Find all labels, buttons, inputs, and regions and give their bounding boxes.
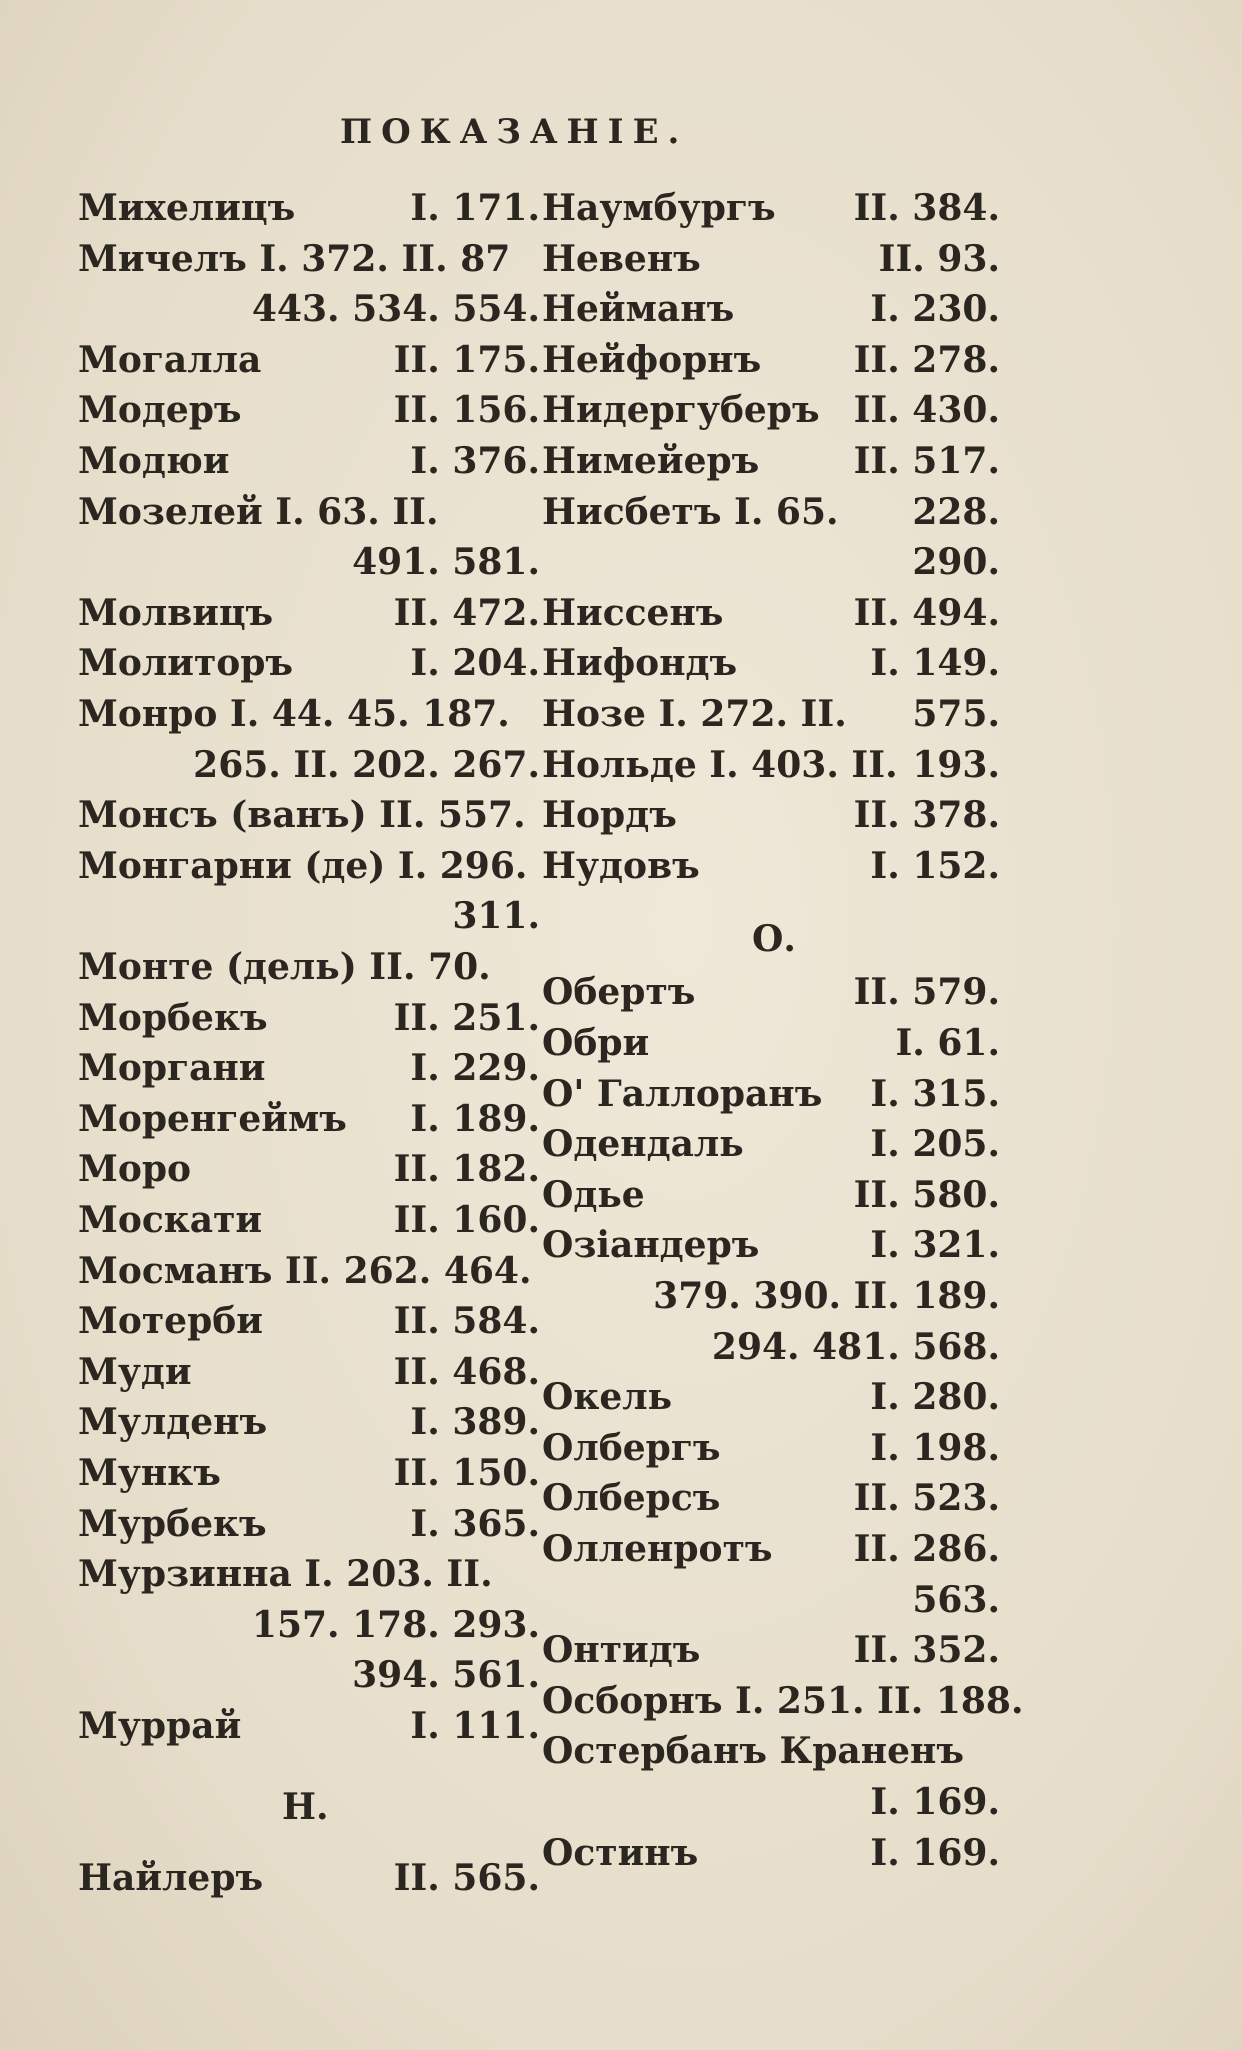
left-entry-name: Михелицъ xyxy=(78,187,296,229)
right-entry xyxy=(0,491,1242,541)
right-entry-name: Остинъ xyxy=(542,1831,699,1874)
right-entry-name: Одье xyxy=(542,1173,645,1216)
left-entry-name: Мотерби xyxy=(78,1300,263,1343)
left-entry-name: Муррай xyxy=(78,1705,242,1747)
left-entry-ref: 265. II. 202. 267. xyxy=(193,743,540,786)
left-entry-ref: II. 584. xyxy=(393,1300,540,1343)
right-entry-name: Ниссенъ xyxy=(542,591,724,634)
right-entry xyxy=(0,238,1242,288)
right-entry xyxy=(0,1680,1242,1730)
right-entry xyxy=(0,1832,1242,1882)
left-entry-name: Мулденъ xyxy=(78,1401,268,1444)
right-entry-name: Нисбетъ I. 65. xyxy=(542,490,839,533)
right-entry-ref: II. 278. xyxy=(853,338,1000,381)
right-entry xyxy=(0,1376,1242,1426)
right-entry-name: Олленротъ xyxy=(542,1527,773,1570)
left-entry-ref: I. 365. xyxy=(410,1502,540,1545)
right-entry-ref: II. 286. xyxy=(853,1527,1000,1570)
left-entry-ref: II. 565. xyxy=(393,1856,540,1899)
left-entry-name: Мичелъ I. 372. II. 87 xyxy=(78,237,511,280)
left-entry-name: Мосманъ II. 262. 464. xyxy=(78,1249,532,1292)
left-entry-name: Моренгеймъ xyxy=(78,1097,347,1140)
left-entry-ref: I. 171. xyxy=(410,187,540,229)
right-entry-ref: 379. 390. II. 189. xyxy=(653,1274,1000,1317)
right-entry-ref: I. 321. xyxy=(870,1224,1000,1267)
right-entry-ref: 193. xyxy=(912,743,1000,786)
right-entry-name: Нифондъ xyxy=(542,642,738,685)
right-entry xyxy=(0,971,1242,1021)
left-entry-ref: II. 175. xyxy=(393,338,540,381)
left-entry-name: Мурзинна I. 203. II. xyxy=(78,1553,493,1596)
page-header: ПОКАЗАНІЕ. xyxy=(340,112,689,152)
right-entry-ref: I. 169. xyxy=(870,1831,1000,1874)
right-entry-name: Обертъ xyxy=(542,971,696,1014)
right-entry xyxy=(0,1528,1242,1578)
right-entry-name: Нидергуберъ xyxy=(542,389,820,432)
left-entry-name: Монро I. 44. 45. 187. xyxy=(78,693,510,735)
right-entry xyxy=(0,1730,1242,1780)
left-entry-ref: II. 182. xyxy=(393,1148,540,1191)
left-entry-name: Мурбекъ xyxy=(78,1502,267,1545)
right-entry xyxy=(0,1275,1242,1325)
left-entry-name: Мункъ xyxy=(78,1452,221,1494)
left-entry-name: Молвицъ xyxy=(78,591,274,634)
left-entry-ref: II. 160. xyxy=(393,1199,540,1241)
right-entry-ref: 290. xyxy=(912,541,1000,584)
left-entry-ref: II. 472. xyxy=(393,591,540,634)
right-entry-ref: II. 494. xyxy=(853,591,1000,634)
right-entry-ref: I. 152. xyxy=(870,844,1000,887)
right-entry-ref: II. 93. xyxy=(878,237,1000,280)
left-entry-ref: I. 189. xyxy=(410,1097,540,1140)
right-entry-name: Окель xyxy=(542,1376,673,1419)
right-entry xyxy=(0,288,1242,338)
left-entry-name: Муди xyxy=(78,1350,192,1393)
left-entry-ref: I. 389. xyxy=(410,1401,540,1444)
left-entry-name: Морбекъ xyxy=(78,996,268,1039)
left-entry-ref: II. 156. xyxy=(393,389,540,432)
right-entry-ref: I. 198. xyxy=(870,1426,1000,1469)
left-entry-name: Монте (дель) II. 70. xyxy=(78,946,491,988)
right-entry xyxy=(0,1579,1242,1629)
right-entry xyxy=(0,1326,1242,1376)
left-entry-ref: 157. 178. 293. xyxy=(251,1603,540,1646)
right-entry-ref: 563. xyxy=(912,1578,1000,1621)
right-entry-name: Обри xyxy=(542,1021,650,1064)
right-entry xyxy=(0,1477,1242,1527)
left-entry-name: Моргани xyxy=(78,1047,266,1090)
right-entry-name: Наумбургъ xyxy=(542,187,776,229)
right-entry-ref: 228. xyxy=(912,490,1000,533)
right-entry-name: Невенъ xyxy=(542,237,701,280)
right-entry-ref: II. 430. xyxy=(853,389,1000,432)
right-entry xyxy=(0,339,1242,389)
right-entry xyxy=(0,642,1242,692)
right-entry xyxy=(0,693,1242,743)
left-entry-ref: 443. 534. 554. xyxy=(251,288,540,331)
left-entry-ref: I. 204. xyxy=(410,642,540,685)
right-entry xyxy=(0,541,1242,591)
right-entry-name: Олберсъ xyxy=(542,1477,721,1520)
left-entry-ref: 491. 581. xyxy=(352,541,540,584)
left-entry-name: Монгарни (де) I. 296. xyxy=(78,844,528,887)
right-entry-ref: II. 352. xyxy=(853,1629,1000,1672)
right-entry-ref: II. 523. xyxy=(853,1477,1000,1520)
left-entry-ref: II. 150. xyxy=(393,1452,540,1494)
left-entry-ref: I. 111. xyxy=(410,1705,540,1747)
right-entry-name: Остербанъ Краненъ xyxy=(542,1730,964,1773)
right-entry-name: Олбергъ xyxy=(542,1426,721,1469)
right-entry xyxy=(0,389,1242,439)
right-entry xyxy=(0,744,1242,794)
right-entry-ref: I. 205. xyxy=(870,1123,1000,1166)
right-entry xyxy=(0,592,1242,642)
right-entry-ref: 294. 481. 568. xyxy=(711,1325,1000,1368)
left-entry-name: Найлеръ xyxy=(78,1856,264,1899)
right-entry-ref: II. 378. xyxy=(853,794,1000,837)
right-entry-name: Озіандеръ xyxy=(542,1224,760,1267)
right-entry-ref: I. 149. xyxy=(870,642,1000,685)
right-entry-ref: I. 169. xyxy=(870,1780,1000,1823)
left-entry-ref: 394. 561. xyxy=(352,1654,540,1697)
right-entry-name: Осборнъ I. 251. II. 188. xyxy=(542,1679,1024,1722)
right-entry-ref: II. 579. xyxy=(853,971,1000,1014)
right-entry-name: Нимейеръ xyxy=(542,440,760,482)
right-entry-name: Нудовъ xyxy=(542,844,700,887)
right-entry xyxy=(0,794,1242,844)
right-entry xyxy=(0,845,1242,895)
left-entry-name: Москати xyxy=(78,1199,263,1241)
right-entry-name: Нозе I. 272. II. xyxy=(542,693,847,735)
right-entry xyxy=(0,1781,1242,1831)
right-entry xyxy=(0,1629,1242,1679)
right-entry-ref: I. 230. xyxy=(870,288,1000,331)
right-entry-ref: II. 384. xyxy=(853,187,1000,229)
right-entry-ref: I. 315. xyxy=(870,1072,1000,1115)
right-entry xyxy=(0,1022,1242,1072)
right-entry-ref: II. 517. xyxy=(853,440,1000,482)
section-letter-n: Н. xyxy=(282,1786,329,1828)
right-entry-name: Одендаль xyxy=(542,1123,744,1166)
right-entry xyxy=(0,440,1242,490)
right-entry xyxy=(0,1174,1242,1224)
right-entry-name: Онтидъ xyxy=(542,1629,701,1672)
right-entry xyxy=(0,1427,1242,1477)
left-entry-name: Молиторъ xyxy=(78,642,294,685)
right-entry xyxy=(0,187,1242,237)
left-entry-ref: II. 468. xyxy=(393,1350,540,1393)
left-entry-name: Моро xyxy=(78,1148,192,1191)
right-entry xyxy=(0,1224,1242,1274)
left-entry-name: Модюи xyxy=(78,440,230,482)
right-entry-ref: I. 280. xyxy=(870,1376,1000,1419)
right-entry-name: Нейфорнъ xyxy=(542,338,762,381)
right-entry-ref: I. 61. xyxy=(895,1021,1000,1064)
right-entry-ref: II. 580. xyxy=(853,1173,1000,1216)
left-entry-ref: I. 229. xyxy=(410,1047,540,1090)
left-entry-name: Мозелей I. 63. II. xyxy=(78,490,439,533)
right-entry-name: Нольде I. 403. II. xyxy=(542,743,898,786)
left-entry-ref: II. 251. xyxy=(393,996,540,1039)
right-entry xyxy=(0,1123,1242,1173)
left-entry-name: Монсъ (ванъ) II. 557. xyxy=(78,794,526,837)
left-entry-ref: 311. xyxy=(452,895,540,938)
right-entry-name: Нейманъ xyxy=(542,288,735,331)
section-letter-o: О. xyxy=(752,918,796,960)
left-entry-name: Модеръ xyxy=(78,389,242,432)
right-entry xyxy=(0,1073,1242,1123)
right-entry-name: О' Галлоранъ xyxy=(542,1072,823,1115)
right-entry-ref: 575. xyxy=(912,693,1000,735)
right-entry-name: Нордъ xyxy=(542,794,677,837)
left-entry-ref: I. 376. xyxy=(410,440,540,482)
left-entry-name: Могалла xyxy=(78,338,262,381)
